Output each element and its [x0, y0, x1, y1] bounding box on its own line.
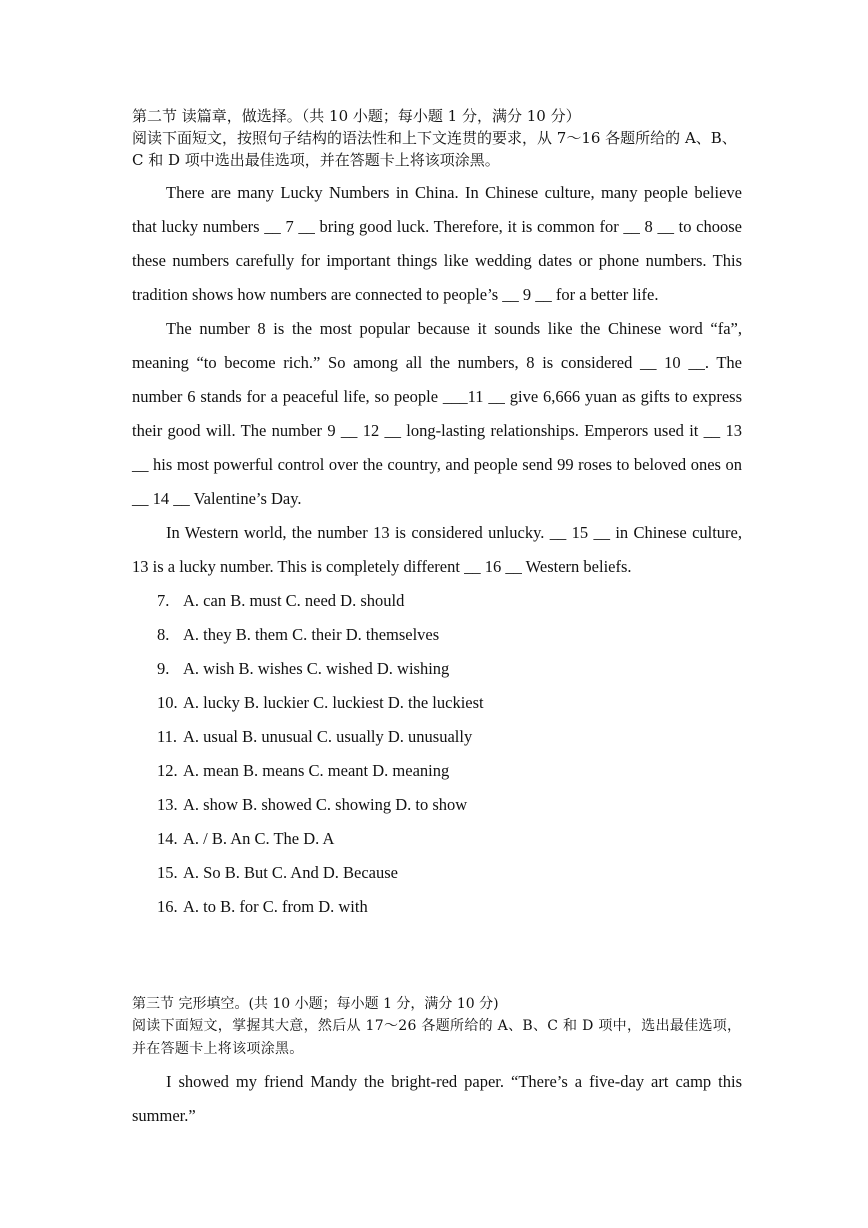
question-number: 14.	[157, 829, 178, 848]
question-item	[132, 720, 742, 754]
question-options: A. / B. An C. The D. A	[183, 829, 335, 848]
question-number: 13.	[157, 795, 178, 814]
section-instruction: 阅读下面短文，按照句子结构的语法性和上下文连贯的要求，从 7～16 各题所给的 A、B、C 和 D 项中选出最佳选项，并在答题卡上将该项涂黑。	[132, 129, 737, 169]
question-list	[132, 584, 742, 924]
question-number: 8.	[157, 625, 170, 644]
section-header: 第二节 读篇章，做选择。（共 10 小题；每小题 1 分，满分 10 分）	[132, 107, 581, 125]
question-number: 7.	[157, 591, 170, 610]
section-instruction: 阅读下面短文，掌握其大意，然后从 17～26 各题所给的 A、B、C 和 D 项中，选出最佳选项，并在答题卡上将该项涂黑。	[132, 1018, 742, 1057]
question-options: A. can B. must C. need D. should	[183, 591, 405, 610]
question-options: A. lucky B. luckier C. luckiest D. the luckiest	[183, 693, 484, 712]
question-options: A. mean B. means C. meant D. meaning	[183, 761, 450, 780]
question-number: 12.	[157, 761, 178, 780]
question-options: A. to B. for C. from D. with	[183, 897, 368, 916]
question-number: 15.	[157, 863, 178, 882]
question-options: A. So B. But C. And D. Because	[183, 863, 398, 882]
question-item	[132, 584, 742, 618]
question-number: 11.	[157, 727, 178, 746]
question-item	[132, 856, 742, 890]
question-item	[132, 822, 742, 856]
section-header: 第三节 完形填空。(共 10 小题；每小题 1 分，满分 10 分)	[132, 996, 499, 1012]
question-options: A. wish B. wishes C. wished D. wishing	[183, 659, 450, 678]
section-cloze	[132, 993, 742, 1133]
passage-paragraph: The number 8 is the most popular because it sounds like the Chinese word “fa”, meaning “to become rich.” So among all the numbers, 8 is considered __ 10 __. The number 6 stands for a peaceful life, so people ___11 __ give 6,666 yuan as gifts to express their good will. The number 9 __ 12 __ long-lasting relationships. Emperors used it __ 13 __ his most powerful control over the country, and people send 99 roses to beloved ones on __ 14 __ Valentine’s Day.	[132, 319, 742, 508]
question-options: A. they B. them C. their D. themselves	[183, 625, 440, 644]
question-options: A. usual B. unusual C. usually D. unusually	[183, 727, 473, 746]
question-item	[132, 652, 742, 686]
section-reading	[132, 105, 742, 924]
question-item	[132, 754, 742, 788]
question-number: 10.	[157, 693, 178, 712]
question-item	[132, 618, 742, 652]
question-number: 16.	[157, 897, 178, 916]
passage-paragraph: There are many Lucky Numbers in China. In Chinese culture, many people believe that lucky numbers __ 7 __ bring good luck. Therefore, it is common for __ 8 __ to choose these numbers carefully for important things like wedding dates or phone numbers. This tradition shows how numbers are connected to people’s __ 9 __ for a better life.	[132, 183, 742, 304]
passage-paragraph: In Western world, the number 13 is considered unlucky. __ 15 __ in Chinese culture, 13 is a lucky number. This is completely different __ 16 __ Western beliefs.	[132, 523, 742, 576]
question-item	[132, 890, 742, 924]
question-options: A. show B. showed C. showing D. to show	[183, 795, 468, 814]
passage-paragraph: I showed my friend Mandy the bright-red paper. “There’s a five-day art camp this summer.”	[132, 1072, 742, 1125]
question-number: 9.	[157, 659, 170, 678]
question-item	[132, 788, 742, 822]
question-item	[132, 686, 742, 720]
